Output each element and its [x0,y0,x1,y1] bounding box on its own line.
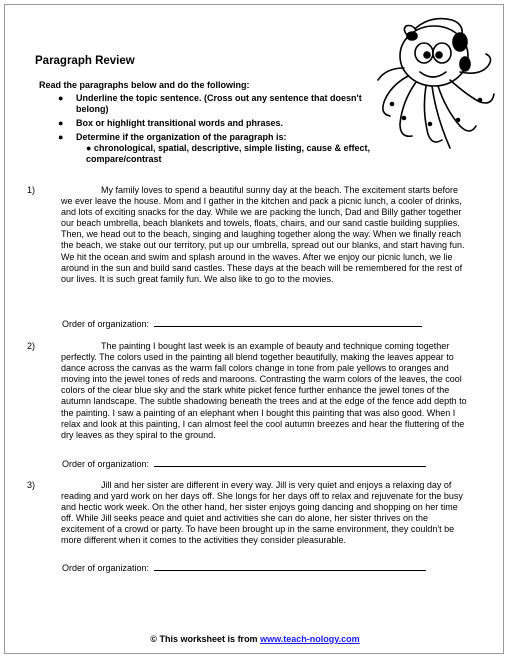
answer-line[interactable] [154,318,422,327]
paragraph-text: Jill and her sister are different in every way. Jill is very quiet and enjoys a relaxing day of reading and yard work on her days off. She longs for her days off to relax and rejuvenate for the busy and hectic work week. On the other hand, her sister enjoys going dancing and shopping on her time off. While Jill seeks peace and quiet and activities she can do alone, her sister thrives on the excitement of a crowd or party. To have been brought up in the same environment, they couldn't be more different when it comes to the activities they consider pleasurable. [61,480,463,546]
worksheet-title: Paragraph Review [35,55,135,67]
paragraph-text: My family loves to spend a beautiful sunny day at the beach. The excitement starts before we ever leave the house. Mom and I gather in the kitchen and pack a picnic lunch, a cooler of drinks, and lots of exciting snacks for the day. While we are packing the lunch, Dad and Billy gather together our beach umbrella, beach blankets and towels, floats, chairs, and our sand castle building supplies. Then, we head out to the beach, singing and laughing together along the way. When we finally reach the beach, we stake out our territory, put up our umbrella, spread out our blanks, and start having fun. We hit the ocean and swim and splash around in the waves. After we enjoy our picnic lunch, we lie around in the sun and build sand castles. These days at the beach will be remembered for the rest of our lives. It is such great family fun. We also like to go to the movies. [61,185,465,284]
bullet-icon: ● [58,118,64,128]
answer-line[interactable] [154,562,426,571]
instruction-text: Box or highlight transitional words and phrases. [76,118,284,128]
footer-text: © This worksheet is from [150,634,258,644]
order-label: Order of organization: [62,319,150,329]
paragraph-number: 2) [27,341,36,351]
order-label: Order of organization: [62,459,150,469]
paragraph-3 [27,480,470,547]
footer [0,634,510,644]
organization-types: ● chronological, spatial, descriptive, simple listing, cause & effect, compare/contrast [86,143,371,164]
instruction-item [58,118,378,129]
paragraph-text: The painting I bought last week is an example of beauty and technique coming together perfectly. The colors used in the painting all blend together beautifully, making the leaves appear to dance across the canvas as the warm fall colors change in tone from pale yellows to oranges and moving into the jewel tones of reds and maroons. Contrasting the warm colors of the leaves, the cool colors of the clear blue sky and the stark white picket fence further enhance the jewel tones of the autumn landscape. The subtle shadowing beneath the trees and at the edge of the fence add depth to the painting. I saw a painting of an elephant when I bought this painting that was also good. When I relax and look at this painting, I can almost feel the cool autumn breezes and hear the fluttering of the dry leaves as they spiral to the ground. [61,341,467,440]
bullet-icon: ● [58,93,64,103]
instruction-item [58,93,378,115]
order-of-organization-3 [62,562,426,573]
paragraph-1 [27,185,470,285]
bullet-icon: ● [58,132,64,142]
footer-link[interactable]: www.teach-nology.com [260,634,360,644]
octopus-illustration [372,6,502,156]
instruction-text: Determine if the organization of the paragraph is: [76,132,287,142]
order-label: Order of organization: [62,563,150,573]
paragraph-number: 3) [27,480,36,490]
instruction-text: Underline the topic sentence. (Cross out any sentence that doesn't belong) [76,93,362,114]
instruction-item [58,132,378,165]
order-of-organization-2 [62,458,426,469]
instructions-heading: Read the paragraphs below and do the following: [39,80,250,90]
paragraph-2 [27,341,470,441]
order-of-organization-1 [62,318,422,329]
paragraph-number: 1) [27,185,36,195]
answer-line[interactable] [154,458,426,467]
instruction-list [58,93,378,168]
